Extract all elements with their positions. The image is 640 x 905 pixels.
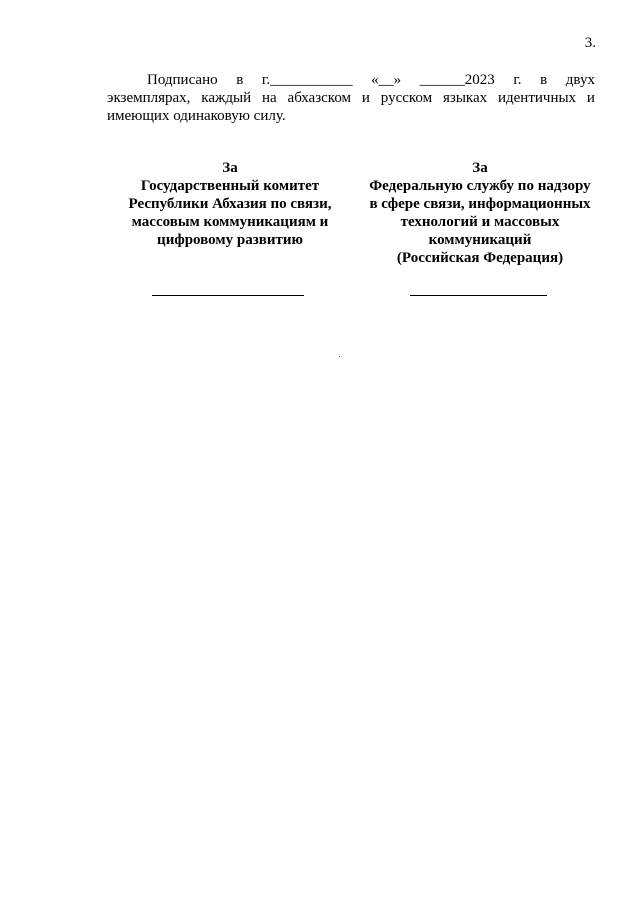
word-signed: Подписано bbox=[147, 72, 218, 88]
party-name-line: коммуникаций bbox=[428, 232, 532, 248]
party-abkhazia bbox=[115, 159, 345, 249]
day-blank: «__» bbox=[371, 72, 402, 88]
party-za-label: За bbox=[472, 160, 488, 176]
signature-line-russia bbox=[410, 295, 547, 296]
party-name-line: (Российская Федерация) bbox=[396, 250, 564, 266]
word-two: двух bbox=[565, 72, 595, 88]
party-name-line: массовым коммуникациям и bbox=[131, 214, 329, 230]
paragraph-word: абхазском bbox=[287, 90, 352, 106]
year-suffix: г. bbox=[513, 72, 522, 88]
paragraph-word: идентичных bbox=[497, 90, 577, 106]
paragraph-word: и bbox=[586, 90, 595, 106]
party-name-line: Федеральную службу по надзору bbox=[369, 178, 591, 194]
word-in: в bbox=[236, 72, 244, 88]
paragraph-word: каждый bbox=[201, 90, 252, 106]
party-name-line: технологий и массовых bbox=[400, 214, 560, 230]
city-blank: г.___________ bbox=[261, 72, 353, 88]
paragraph-word: экземплярах, bbox=[107, 90, 191, 106]
paragraph-line-2 bbox=[107, 89, 595, 107]
party-name-line: в сфере связи, информационных bbox=[369, 196, 591, 212]
signing-paragraph bbox=[107, 71, 595, 125]
party-za-label: За bbox=[222, 160, 238, 176]
party-russia bbox=[355, 159, 605, 267]
party-name-line: Республики Абхазия по связи, bbox=[128, 196, 332, 212]
scan-speck bbox=[339, 356, 340, 357]
paragraph-line-3: имеющих одинаковую силу. bbox=[107, 108, 286, 124]
word-in-2: в bbox=[540, 72, 548, 88]
signature-line-abkhazia bbox=[152, 295, 304, 296]
paragraph-line-1 bbox=[107, 71, 595, 89]
paragraph-word: русском bbox=[380, 90, 433, 106]
paragraph-word: и bbox=[361, 90, 370, 106]
party-name-line: Государственный комитет bbox=[140, 178, 320, 194]
party-name-line: цифровому развитию bbox=[157, 232, 303, 248]
paragraph-word: языках bbox=[443, 90, 488, 106]
year-blank: ______2023 bbox=[419, 72, 495, 88]
paragraph-word: на bbox=[261, 90, 277, 106]
page-number: 3. bbox=[584, 35, 596, 51]
